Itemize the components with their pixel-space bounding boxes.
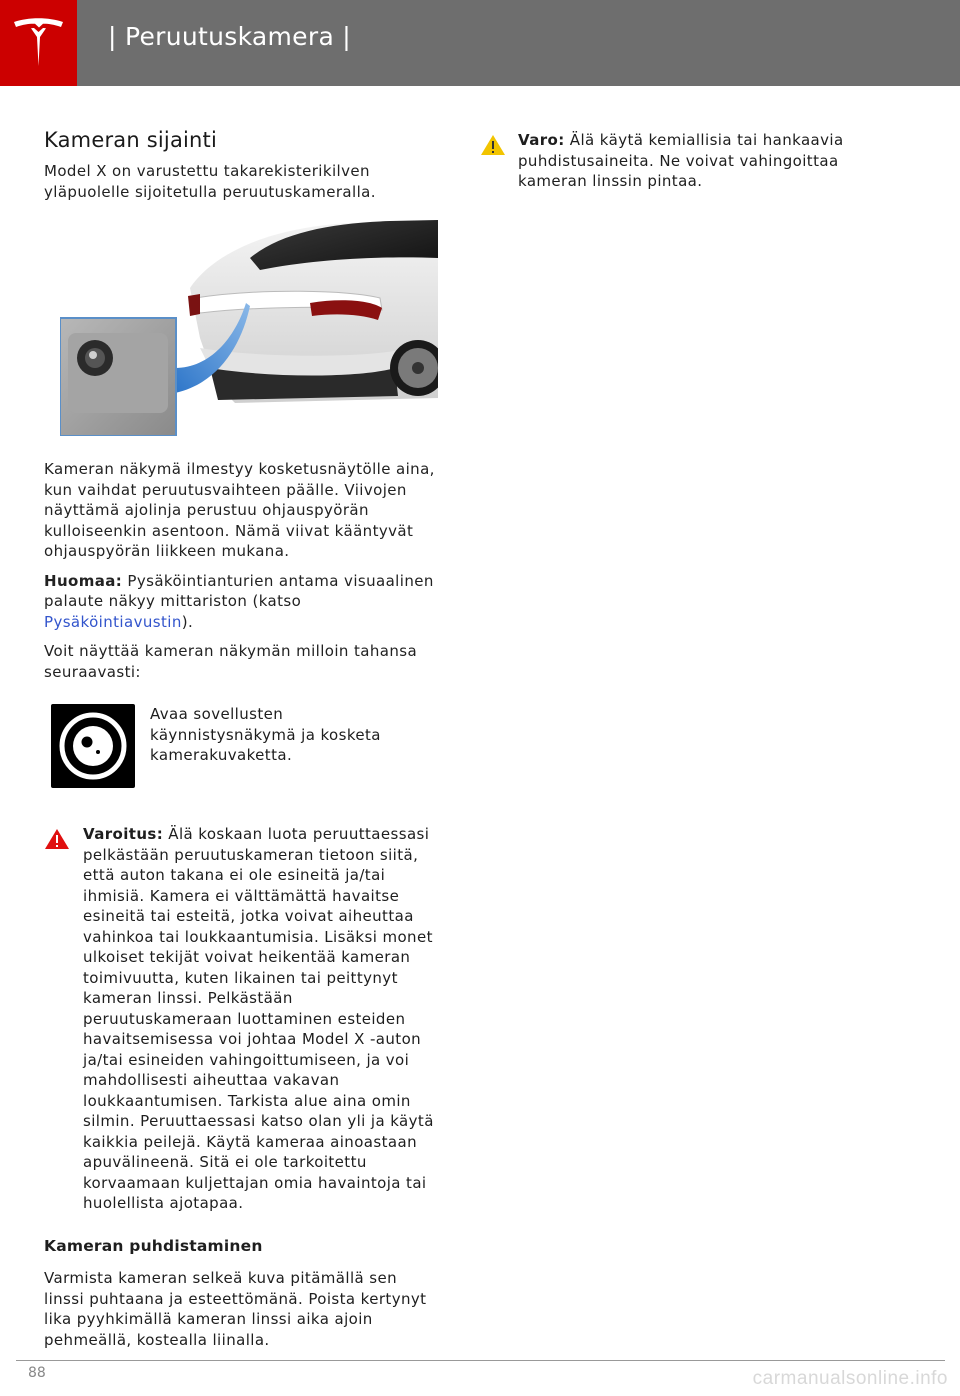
- page-number: 88: [28, 1365, 46, 1381]
- warning-body: Älä koskaan luota peruuttaessasi pelkästään peruutuskameran tietoon siitä, että auton takana ei ole esineitä ja/tai ihmisiä. Kamera ei välttämättä havaitse esineitä tai esteitä, jotka voivat aiheuttaa vahinkoa tai loukkaantumisia. Lisäksi monet ulkoiset tekijät voivat heikentää kameran toimivuutta, kuten likainen tai peittynyt kameran linssi. Pelkästään peruutuskameraan luottaminen esteiden havaitsemisessa voi johtaa Model X -auton ja/tai esineiden vahingoittumiseen, ja voi mahdollisesti aiheuttaa vakavan loukkaantumisen. Tarkista alue aina omin silmin. Peruuttaessasi katso olan yli ja käytä kaikkia peilejä. Käytä kameraa ainoastaan apuvälineenä. Sitä ei ole tarkoitettu korvaamaan kuljettajan omia havaintoja tai huolellista ajotapaa.: [83, 825, 434, 1212]
- page-header: [0, 0, 960, 86]
- watermark: carmanualsonline.info: [752, 1368, 948, 1389]
- tesla-logo-icon: [10, 14, 67, 72]
- intro-paragraph: Model X on varustettu takarekisterikilven yläpuolelle sijoitetulla peruutuskameralla.: [44, 162, 376, 201]
- caution-triangle-icon: [480, 134, 506, 156]
- note-text-after: ).: [181, 612, 194, 631]
- logo-box: [0, 0, 77, 86]
- left-column: [44, 128, 440, 202]
- show-camera-paragraph: Voit näyttää kameran näkymän milloin tahansa seuraavasti:: [44, 642, 418, 681]
- parking-assist-link[interactable]: Pysäköintiavustin: [44, 612, 182, 631]
- cleaning-title: Kameran puhdistaminen: [44, 1237, 263, 1255]
- section-title: Kameran sijainti: [44, 128, 218, 152]
- cleaning-text: Varmista kameran selkeä kuva pitämällä sen linssi puhtaana ja esteettömänä. Poista kertynyt lika pyyhkimällä kameran linssi aika ajoin pehmeällä, kostealla liinalla.: [44, 1269, 427, 1349]
- warning-triangle-icon: [44, 828, 70, 850]
- page-title: | Peruutuskamera |: [108, 22, 352, 51]
- caution-label: Varo:: [518, 131, 565, 149]
- camera-view-paragraph: Kameran näkymä ilmestyy kosketusnäytölle aina, kun vaihdat peruutusvaihteen päälle. Viivojen näyttämä ajolinja perustuu ohjauspyörän kulloiseenkin asentoon. Nämä viivat kääntyvät ohjauspyörän liikkeen mukana.: [44, 460, 435, 560]
- caution-body: Älä käytä kemiallisia tai hankaavia puhdistusaineita. Ne voivat vahingoittaa kameran linssin pintaa.: [518, 131, 844, 190]
- warning-text: [83, 824, 443, 1214]
- camera-view-section: [44, 459, 440, 682]
- caution-text: [518, 130, 878, 192]
- note-text-before: Pysäköintianturien antama visuaalinen palaute näkyy mittariston (katso: [44, 571, 434, 610]
- footer-divider: [16, 1360, 945, 1361]
- rear-camera-location-image: [60, 218, 438, 436]
- note-label: Huomaa:: [44, 571, 123, 590]
- camera-app-instruction-text: Avaa sovellusten käynnistysnäkymä ja kosketa kamerakuvaketta.: [150, 705, 381, 764]
- note-paragraph: [44, 571, 440, 633]
- camera-app-icon: [51, 704, 135, 788]
- warning-label: Varoitus:: [83, 825, 164, 843]
